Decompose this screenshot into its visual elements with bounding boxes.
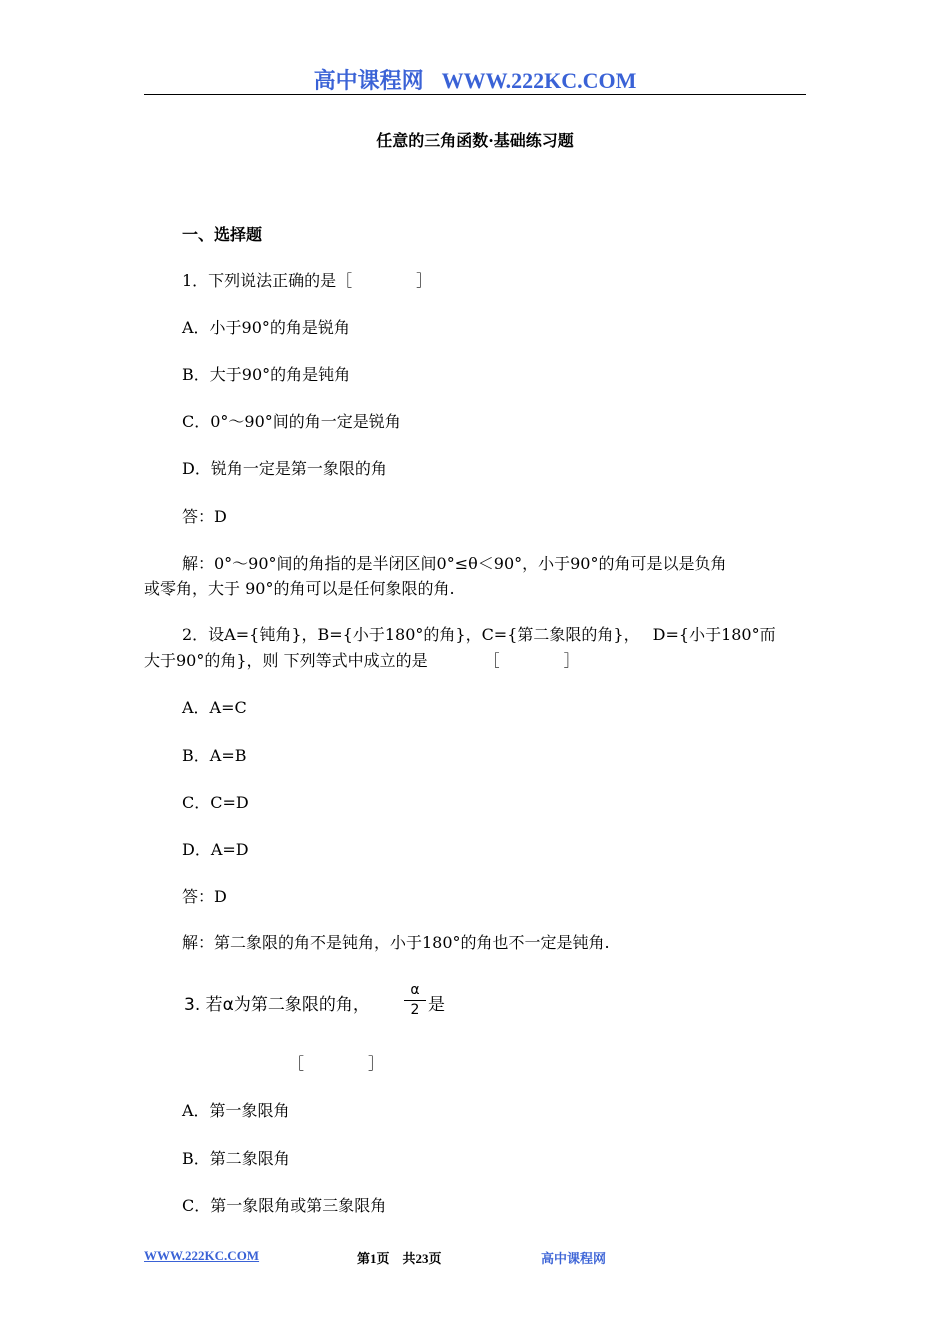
q1-option-a: A．小于90°的角是锐角 [182,318,350,337]
q2-stem-line1: 2．设A={钝角}，B={小于180°的角}，C={第二象限的角}， D={小于180°而 [182,625,776,644]
q1-explanation-line2: 或零角，大于 90°的角可以是任何象限的角. [144,579,455,598]
q1-option-d: D．锐角一定是第一象限的角 [182,459,387,478]
header-rule [144,94,806,95]
q1-explanation-line1: 解：0°～90°间的角指的是半闭区间0°≤θ＜90°，小于90°的角可是以是负角 [182,554,727,573]
q3-fraction-alpha-over-2 [404,982,426,1019]
q3-stem-suffix: 是 [428,995,445,1015]
q2-answer: 答：D [182,887,227,906]
q3-stem [184,990,370,1015]
footer-page-number: 第1页 共23页 [357,1251,442,1266]
q1-option-c: C．0°～90°间的角一定是锐角 [182,412,401,431]
q3-fraction-numerator: α [410,982,420,998]
q2-option-c: C．C=D [182,793,249,812]
q3-option-b: B．第二象限角 [182,1149,290,1168]
q2-option-a: A．A=C [182,698,247,717]
q2-stem-line2: 大于90°的角}，则 下列等式中成立的是 ［ ］ [144,651,580,670]
header-site-name: 高中课程网 [313,68,424,93]
q1-stem: 1．下列说法正确的是［ ］ [182,271,433,290]
q3-stem-prefix: 3. 若α为第二象限的角， [184,995,370,1015]
q2-explanation: 解：第二象限的角不是钝角，小于180°的角也不一定是钝角. [182,933,610,952]
q3-option-a: A．第一象限角 [182,1101,290,1120]
q2-option-d: D．A=D [182,840,249,859]
footer-url-link[interactable]: WWW.222KC.COM [144,1248,260,1263]
footer-site-name: 高中课程网 [541,1251,607,1266]
q3-answer-bracket: ［ ］ [288,1054,385,1073]
section-heading: 一、选择题 [182,225,263,244]
q2-option-b: B．A=B [182,746,247,765]
q3-option-c: C．第一象限角或第三象限角 [182,1196,387,1215]
site-header [0,64,950,95]
header-site-url[interactable]: WWW.222KC.COM [441,68,637,93]
q3-fraction-bar [404,1000,426,1001]
q3-fraction-denominator: 2 [410,1002,420,1018]
q1-answer: 答：D [182,507,227,526]
q1-option-b: B．大于90°的角是钝角 [182,365,351,384]
page-title: 任意的三角函数·基础练习题 [376,131,574,150]
